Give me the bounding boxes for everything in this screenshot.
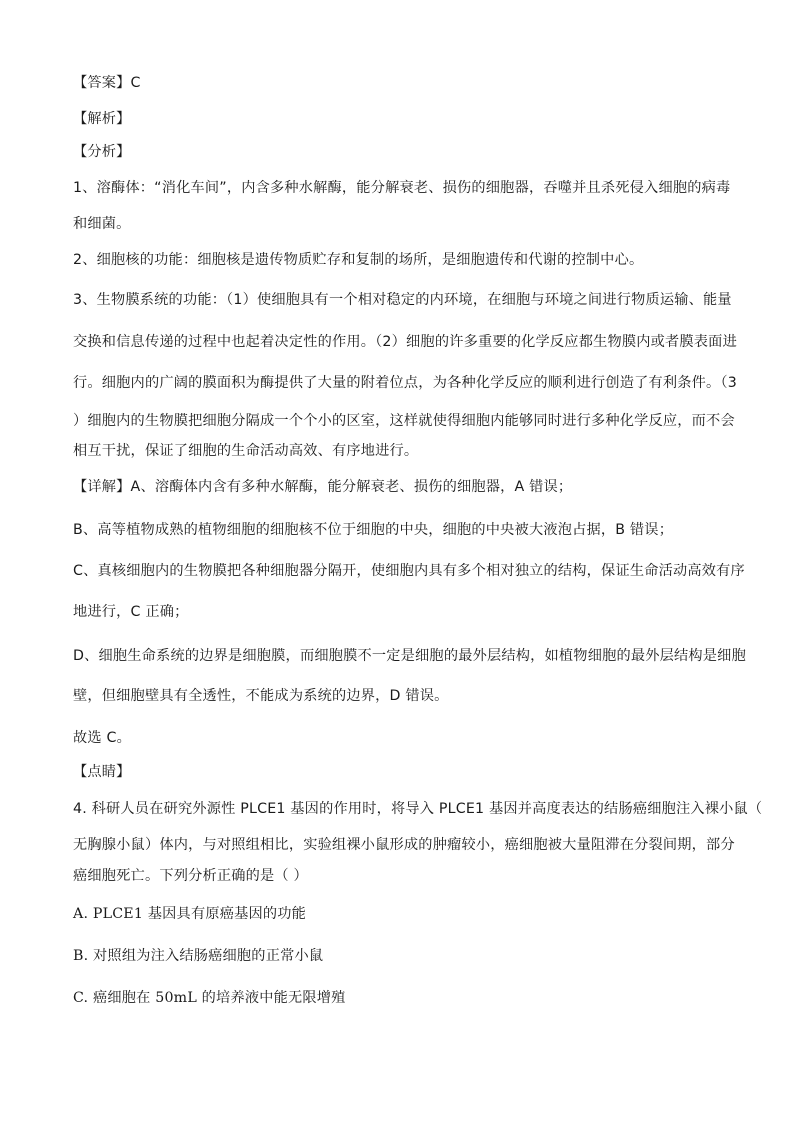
detail-c-line1: C、真核细胞内的生物膜把各种细胞器分隔开，使细胞内具有多个相对独立的结构，保证生命活动高效有序: [73, 563, 745, 579]
detail-c-line2: 地进行，C 正确；: [73, 604, 189, 620]
dianjing-heading: 【点睛】: [73, 764, 131, 780]
detail-line1: 【详解】A、溶酶体内含有多种水解酶，能分解衰老、损伤的细胞器，A 错误；: [73, 479, 573, 495]
detail-d-line1: D、细胞生命系统的边界是细胞膜，而细胞膜不一定是细胞的最外层结构，如植物细胞的最外层结构是细胞: [73, 648, 746, 664]
point1-line2: 和细菌。: [73, 216, 131, 232]
point3-line3: 行。细胞内的广阔的膜面积为酶提供了大量的附着位点，为各种化学反应的顺利进行创造了有利条件。（3: [73, 375, 737, 391]
point3-line4: ）细胞内的生物膜把细胞分隔成一个个小的区室，这样就使得细胞内能够同时进行多种化学反应，而不会: [73, 413, 735, 429]
question4-line1: 4. 科研人员在研究外源性 PLCE1 基因的作用时，将导入 PLCE1 基因并高度表达的结肠癌细胞注入裸小鼠（: [73, 801, 763, 817]
detail-d-line2: 壁，但细胞壁具有全透性，不能成为系统的边界，D 错误。: [73, 688, 449, 704]
option-c: C. 癌细胞在 50mL 的培养液中能无限增殖: [73, 990, 346, 1006]
choose-line: 故选 C。: [73, 730, 131, 746]
detail-b: B、高等植物成熟的植物细胞的细胞核不位于细胞的中央，细胞的中央被大液泡占据，B 错误；: [73, 522, 674, 538]
point3-line2: 交换和信息传递的过程中也起着决定性的作用。（2）细胞的许多重要的化学反应都生物膜内或者膜表面进: [73, 334, 737, 350]
point3-line1: 3、生物膜系统的功能：（1）使细胞具有一个相对稳定的内环境，在细胞与环境之间进行物质运输、能量: [73, 292, 732, 308]
option-b: B. 对照组为注入结肠癌细胞的正常小鼠: [73, 948, 324, 964]
question4-line3: 癌细胞死亡。下列分析正确的是（ ）: [73, 868, 308, 884]
point3-line5: 相互干扰，保证了细胞的生命活动高效、有序地进行。: [73, 443, 419, 459]
analysis-heading: 【解析】: [73, 111, 131, 127]
point1-line1: 1、溶酶体：“消化车间”，内含多种水解酶，能分解衰老、损伤的细胞器，吞噬并且杀死侵入细胞的病毒: [73, 180, 731, 196]
option-a: A. PLCE1 基因具有原癌基因的功能: [73, 906, 307, 922]
point2-line1: 2、细胞核的功能：细胞核是遗传物质贮存和复制的场所，是细胞遗传和代谢的控制中心。: [73, 252, 644, 268]
answer-line: 【答案】C: [73, 75, 141, 91]
fenxi-heading: 【分析】: [73, 144, 131, 160]
question4-line2: 无胸腺小鼠）体内，与对照组相比，实验组裸小鼠形成的肿瘤较小，癌细胞被大量阻滞在分裂间期，部分: [73, 837, 735, 853]
